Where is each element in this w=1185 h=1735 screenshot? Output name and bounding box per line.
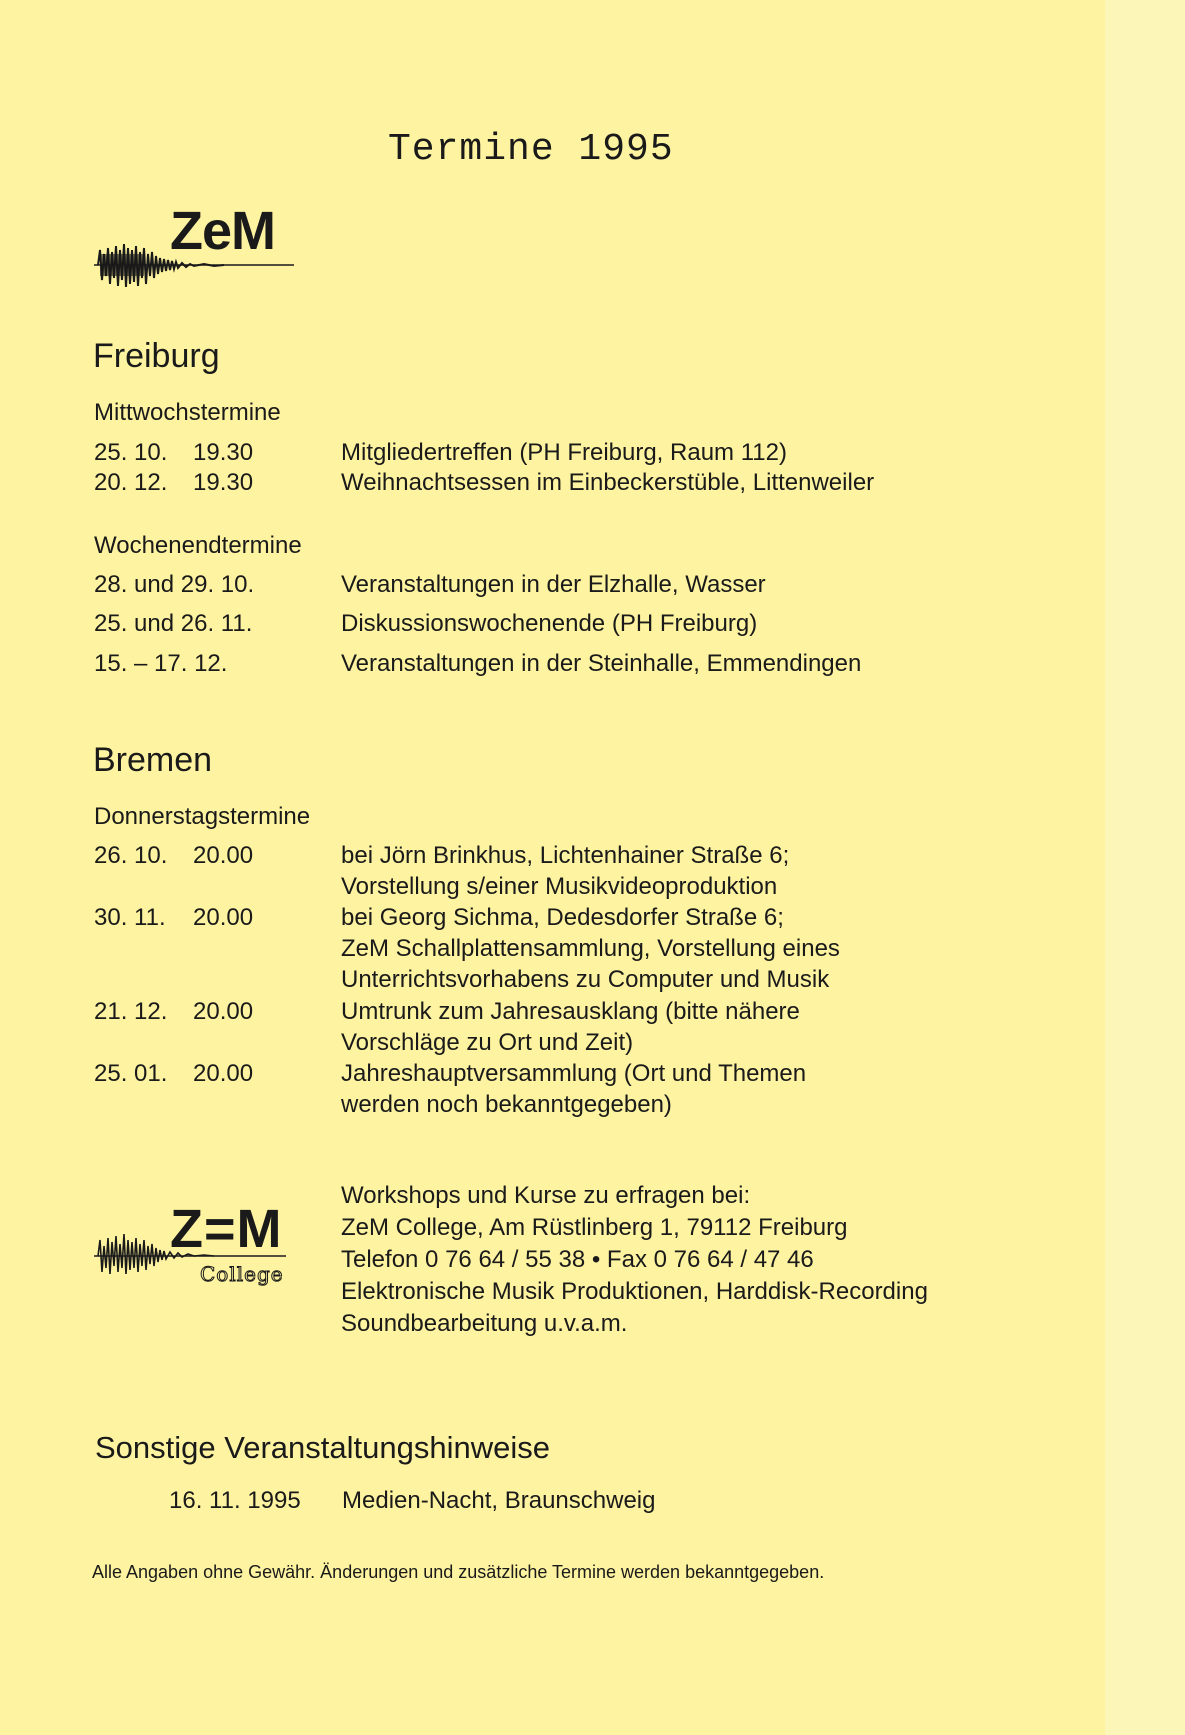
event-description: Medien-Nacht, Braunschweig [342,1487,656,1514]
thursday-heading: Donnerstagstermine [94,803,311,830]
event-description [341,840,1061,902]
college-info-line: Elektronische Musik Produktionen, Harddisk-Recording [341,1278,928,1305]
weekend-heading: Wochenendtermine [94,532,302,559]
zem-college-logo [94,1198,294,1298]
event-description [341,1058,1061,1120]
event-date: 16. 11. 1995 [169,1487,301,1514]
event-time: 20.00 [193,904,254,931]
event-time: 19.30 [193,439,254,466]
event-date: 28. und 29. 10. [94,571,255,598]
college-address: ZeM College, Am Rüstlinberg 1, 79112 Freiburg [341,1214,848,1241]
event-description-line: Weihnachtsessen im Einbeckerstüble, Littenweiler [341,469,875,496]
event-description [341,437,1061,468]
event-time: 19.30 [193,469,254,496]
event-date: 26. 10. [94,842,168,869]
event-description [341,467,1061,498]
event-date: 15. – 17. 12. [94,650,228,677]
college-label: College [200,1262,284,1286]
zem-logo-text: ZeM [170,201,275,261]
event-description-line: werden noch bekanntgegeben) [341,1091,672,1118]
waveform-icon [94,240,299,290]
event-description [341,902,1061,995]
event-description-line: Veranstaltungen in der Elzhalle, Wasser [341,571,766,598]
event-description-line: bei Georg Sichma, Dedesdorfer Straße 6; [341,904,784,931]
event-date: 25. 01. [94,1060,168,1087]
wednesday-heading: Mittwochstermine [94,399,281,426]
event-date: 25. 10. [94,439,168,466]
event-description-line: ZeM Schallplattensammlung, Vorstellung eines [341,935,840,962]
event-time: 20.00 [193,998,254,1025]
event-time: 20.00 [193,842,254,869]
event-description-line: bei Jörn Brinkhus, Lichtenhainer Straße 6; [341,842,790,869]
event-description [341,608,1061,639]
freiburg-heading: Freiburg [93,337,220,375]
college-info-line: Soundbearbeitung u.v.a.m. [341,1310,628,1337]
event-description [341,648,1061,679]
page-title: Termine 1995 [388,128,674,171]
event-date: 21. 12. [94,998,168,1025]
event-description-line: Vorschläge zu Ort und Zeit) [341,1029,634,1056]
event-description-line: Umtrunk zum Jahresausklang (bitte nähere [341,998,800,1025]
waveform-icon [94,1228,289,1278]
event-date: 25. und 26. 11. [94,610,253,637]
event-date: 30. 11. [94,904,166,931]
college-info [341,1180,1061,1340]
zem-logo [94,200,304,290]
page-edge [1105,0,1185,1735]
event-description-line: Mitgliedertreffen (PH Freiburg, Raum 112) [341,439,787,466]
event-description-line: Unterrichtsvorhabens zu Computer und Musik [341,966,830,993]
zem-college-logo-text: Z=M [170,1199,283,1259]
event-description-line: Jahreshauptversammlung (Ort und Themen [341,1060,807,1087]
event-description [341,996,1061,1058]
event-description-line: Veranstaltungen in der Steinhalle, Emmendingen [341,650,862,677]
college-info-line: Workshops und Kurse zu erfragen bei: [341,1182,751,1209]
event-description [341,569,1061,600]
other-events-heading: Sonstige Veranstaltungshinweise [95,1430,550,1465]
event-description-line: Vorstellung s/einer Musikvideoproduktion [341,873,778,900]
disclaimer-footnote: Alle Angaben ohne Gewähr. Änderungen und zusätzliche Termine werden bekanntgegeben. [92,1562,825,1582]
event-date: 20. 12. [94,469,168,496]
college-phone-fax: Telefon 0 76 64 / 55 38 • Fax 0 76 64 / 47 46 [341,1246,814,1273]
event-description-line: Diskussionswochenende (PH Freiburg) [341,610,758,637]
bremen-heading: Bremen [93,741,213,779]
event-time: 20.00 [193,1060,254,1087]
